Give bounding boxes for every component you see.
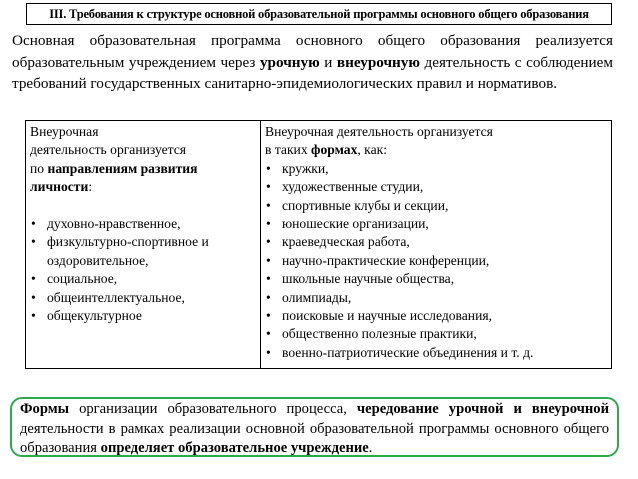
list-item: • социальное,: [30, 270, 256, 288]
right-column-cell: [261, 121, 612, 369]
conclusion-bold-institution: определяет образовательное учреждение: [100, 440, 369, 456]
intro-text-1: Основная образовательная программа основного общего образования реализуется образовательным учреждением через: [12, 32, 613, 71]
right-line-2-tail: , как:: [357, 142, 387, 158]
left-line-3: [30, 160, 256, 178]
conclusion-text-3: .: [368, 440, 373, 456]
right-line-2: [265, 141, 607, 159]
intro-bold-lesson: урочную: [259, 53, 320, 71]
list-item: • военно-патриотические объединения и т. д.: [265, 344, 607, 362]
conclusion-box: [10, 397, 619, 457]
list-item: • общекультурное: [30, 307, 256, 325]
left-line-1: Внеурочная: [30, 124, 99, 139]
directions-list: [30, 215, 256, 325]
conclusion-bold-alternation: чередование урочной и внеурочной: [356, 401, 609, 417]
conclusion-text-1: организации образовательного процесса,: [69, 401, 357, 417]
left-line-4-bold: личности: [30, 179, 89, 195]
left-line-2: деятельность организуется: [30, 142, 187, 158]
right-line-1: Внеурочная деятельность организуется: [265, 124, 493, 139]
list-item: • школьные научные общества,: [265, 270, 607, 288]
left-line-4: [30, 178, 256, 196]
left-line-4-plain: :: [88, 179, 93, 195]
section-title: III. Требования к структуре основной образовательной программы основного общего образования: [26, 3, 612, 25]
list-item: • художественные студии,: [265, 178, 607, 196]
forms-list: [265, 160, 607, 362]
intro-text-2: и: [319, 53, 337, 71]
list-item: • общеинтеллектуальное,: [30, 289, 256, 307]
left-column-cell: [26, 121, 261, 369]
intro-text-3: деятельность с соблюдением требований государственных санитарно-эпидемиологических правил и нормативов.: [12, 53, 613, 92]
intro-bold-extracurricular: внеурочную: [336, 53, 420, 71]
list-item: • общественно полезные практики,: [265, 325, 607, 343]
list-item: • кружки,: [265, 160, 607, 178]
conclusion-bold-forms: Формы: [20, 401, 70, 417]
left-line-3-plain: по: [30, 160, 48, 176]
list-item: • олимпиады,: [265, 289, 607, 307]
right-line-2-bold: формах: [311, 142, 358, 158]
two-column-table: [25, 120, 612, 369]
list-item: • физкультурно-спортивное и оздоровительное,: [30, 233, 256, 270]
left-line-3-bold: направлениям развития: [47, 160, 198, 176]
list-item: • спортивные клубы и секции,: [265, 197, 607, 215]
list-item: • юношеские организации,: [265, 215, 607, 233]
list-item: • поисковые и научные исследования,: [265, 307, 607, 325]
conclusion-text-2: деятельности в рамках реализации основной образовательной программы основного общего образования: [20, 420, 609, 456]
list-item: • краеведческая работа,: [265, 233, 607, 251]
list-item: • духовно-нравственное,: [30, 215, 256, 233]
spacer: [30, 197, 256, 215]
list-item: • научно-практические конференции,: [265, 252, 607, 270]
right-line-2-plain: в таких: [265, 142, 312, 158]
intro-paragraph: [12, 30, 613, 95]
